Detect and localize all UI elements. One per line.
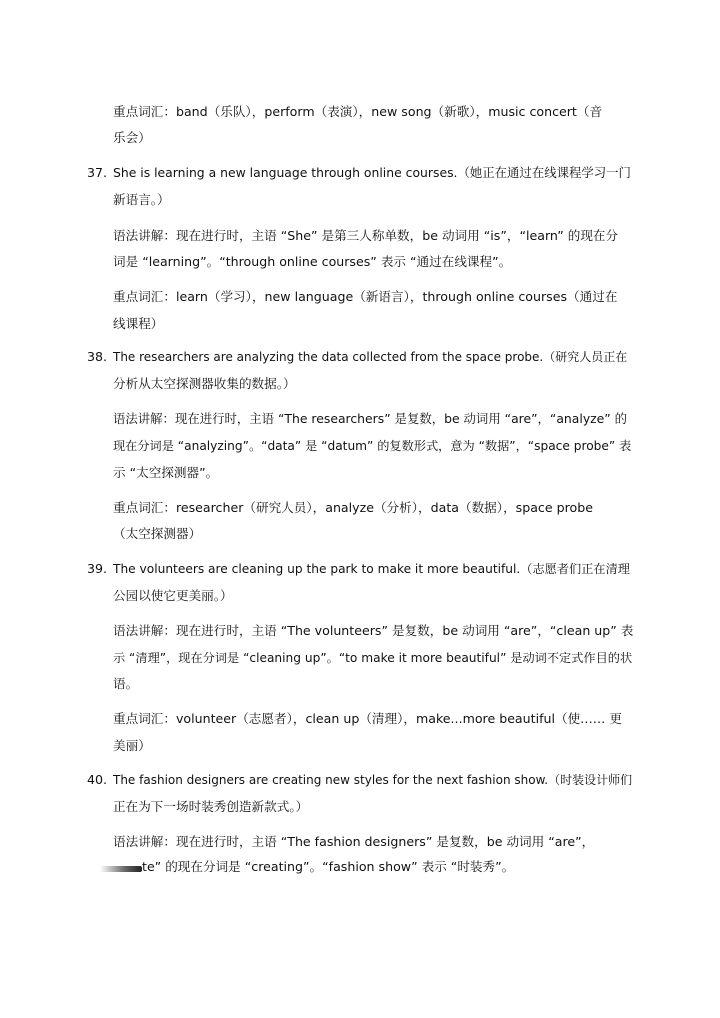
vocab-line: 线课程） bbox=[113, 316, 164, 331]
item-number: 38. bbox=[87, 349, 108, 364]
text-line: 正在为下一场时装秀创造新款式。） bbox=[113, 799, 309, 814]
item-number: 37. bbox=[87, 165, 108, 180]
vocab-line: 重点词汇：learn（学习），new language（新语言），through online courses（通过在 bbox=[113, 289, 618, 304]
item-number: 40. bbox=[87, 772, 108, 787]
vocab-line: （太空探测器） bbox=[113, 526, 202, 541]
text-line: 乐会） bbox=[113, 130, 151, 145]
grammar-line-tail: te” 的现在分词是 “creating”。“fashion show” 表示 “时装秀”。 bbox=[142, 859, 515, 874]
text-line: 新语言。） bbox=[113, 192, 170, 207]
grammar-line: 语。 bbox=[113, 676, 139, 691]
vocab-line: 美丽） bbox=[113, 738, 151, 753]
text-line: 重点词汇：band（乐队），perform（表演），new song（新歌），music concert（音 bbox=[113, 104, 603, 119]
vocab-line: 重点词汇：researcher（研究人员），analyze（分析），data（数据），space probe bbox=[113, 500, 593, 515]
grammar-line: 示 “清理”，现在分词是 “cleaning up”。“to make it more beautiful” 是动词不定式作目的状 bbox=[113, 651, 633, 665]
item-number: 39. bbox=[87, 561, 108, 576]
item-sentence: She is learning a new language through online courses.（她正在通过在线课程学习一门 bbox=[113, 165, 631, 180]
item-sentence: The fashion designers are creating new styles for the next fashion show.（时装设计师们 bbox=[113, 773, 633, 787]
grammar-line: 语法讲解：现在进行时，主语 “The researchers” 是复数，be 动词用 “are”，“analyze” 的 bbox=[113, 411, 628, 426]
grammar-line: 语法讲解：现在进行时，主语 “The volunteers” 是复数，be 动词用 “are”，“clean up” 表 bbox=[113, 623, 634, 638]
item-sentence: The researchers are analyzing the data collected from the space probe.（研究人员正在 bbox=[113, 350, 628, 364]
grammar-line: 语法讲解：现在进行时，主语 “She” 是第三人称单数，be 动词用 “is”，“learn” 的现在分 bbox=[113, 228, 619, 243]
grammar-line: 现在分词是 “analyzing”。“data” 是 “datum” 的复数形式，意为 “数据”，“space probe” 表 bbox=[113, 439, 632, 453]
grammar-line: 词是 “learning”。“through online courses” 表示 “通过在线课程”。 bbox=[113, 254, 512, 269]
text-line: 公园以使它更美丽。） bbox=[113, 588, 233, 603]
text-line: 分析从太空探测器收集的数据。） bbox=[113, 376, 296, 391]
scan-smudge bbox=[100, 866, 142, 872]
item-sentence: The volunteers are cleaning up the park to make it more beautiful.（志愿者们正在清理 bbox=[113, 562, 630, 576]
vocab-line: 重点词汇：volunteer（志愿者），clean up（清理），make...more beautiful（使…… 更 bbox=[113, 711, 622, 726]
grammar-line: 示 “太空探测器”。 bbox=[113, 465, 219, 480]
grammar-line: 语法讲解：现在进行时，主语 “The fashion designers” 是复数，be 动词用 “are”， bbox=[113, 834, 595, 849]
